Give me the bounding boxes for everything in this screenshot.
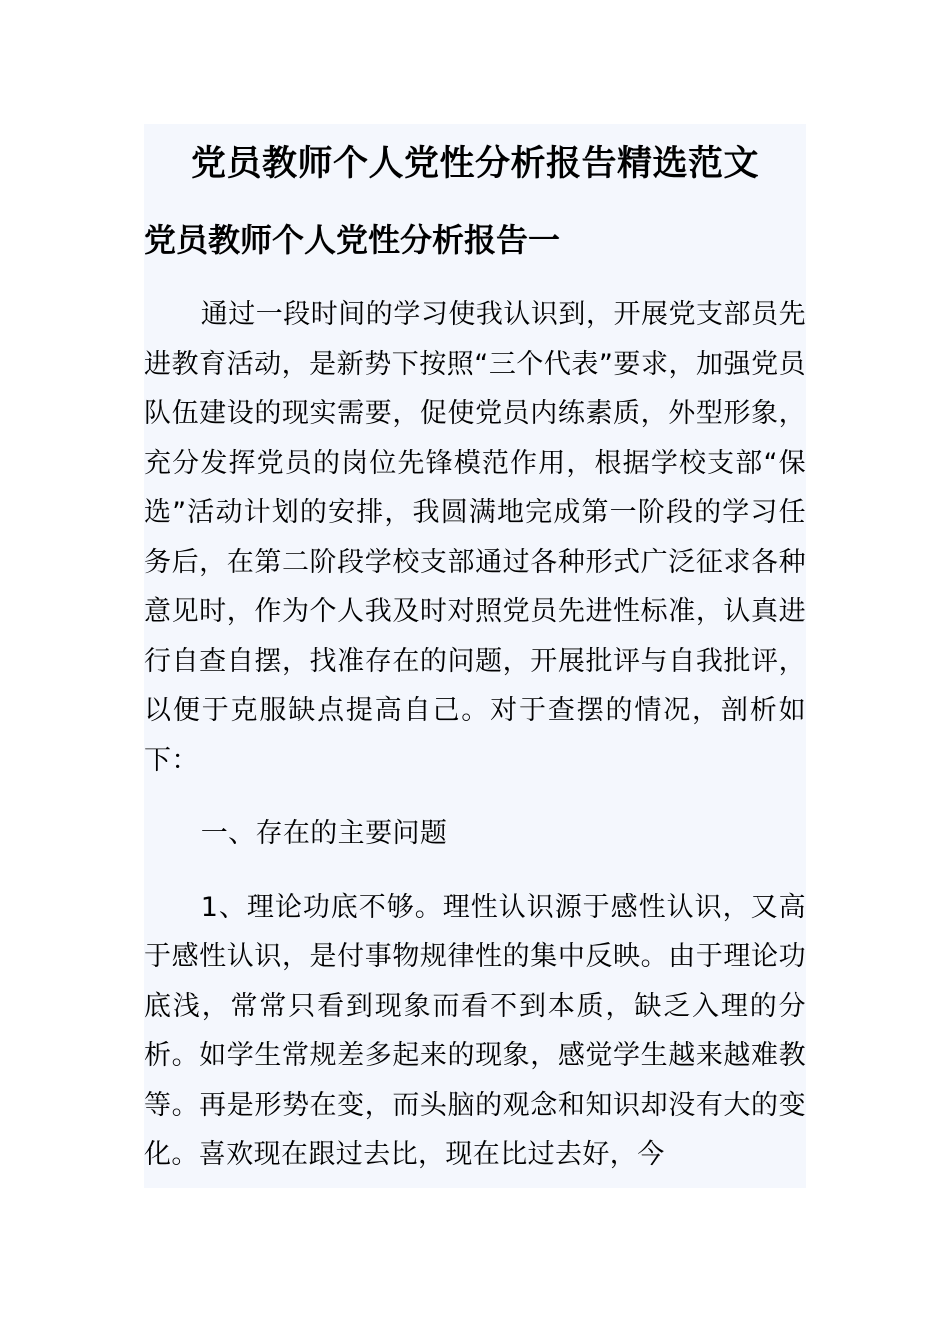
document-page	[144, 124, 806, 1188]
body-paragraph: 1、理论功底不够。理性认识源于感性认识，又高于感性认识，是付事物规律性的集中反映。由于理论功底浅，常常只看到现象而看不到本质，缺乏入理的分析。如学生常规差多起来的现象，感觉学生越来越难教等。再是形势在变，而头脑的观念和知识却没有大的变化。喜欢现在跟过去比，现在比过去好，今	[144, 891, 806, 1170]
body-paragraph: 通过一段时间的学习使我认识到，开展党支部员先进教育活动，是新势下按照“三个代表”要求，加强党员队伍建设的现实需要，促使党员内练素质，外型形象，充分发挥党员的岗位先锋模范作用，根据学校支部“保选”活动计划的安排，我圆满地完成第一阶段的学习任务后，在第二阶段学校支部通过各种形式广泛征求各种意见时，作为个人我及时对照党员先进性标准，认真进行自查自摆，找准存在的问题，开展批评与自我批评，以便于克服缺点提高自己。对于查摆的情况，剖析如下：	[144, 299, 806, 776]
subsection-heading: 一、存在的主要问题	[200, 818, 448, 849]
document-title: 党员教师个人党性分析报告精选范文	[190, 144, 759, 184]
section-heading: 党员教师个人党性分析报告一	[144, 221, 561, 259]
